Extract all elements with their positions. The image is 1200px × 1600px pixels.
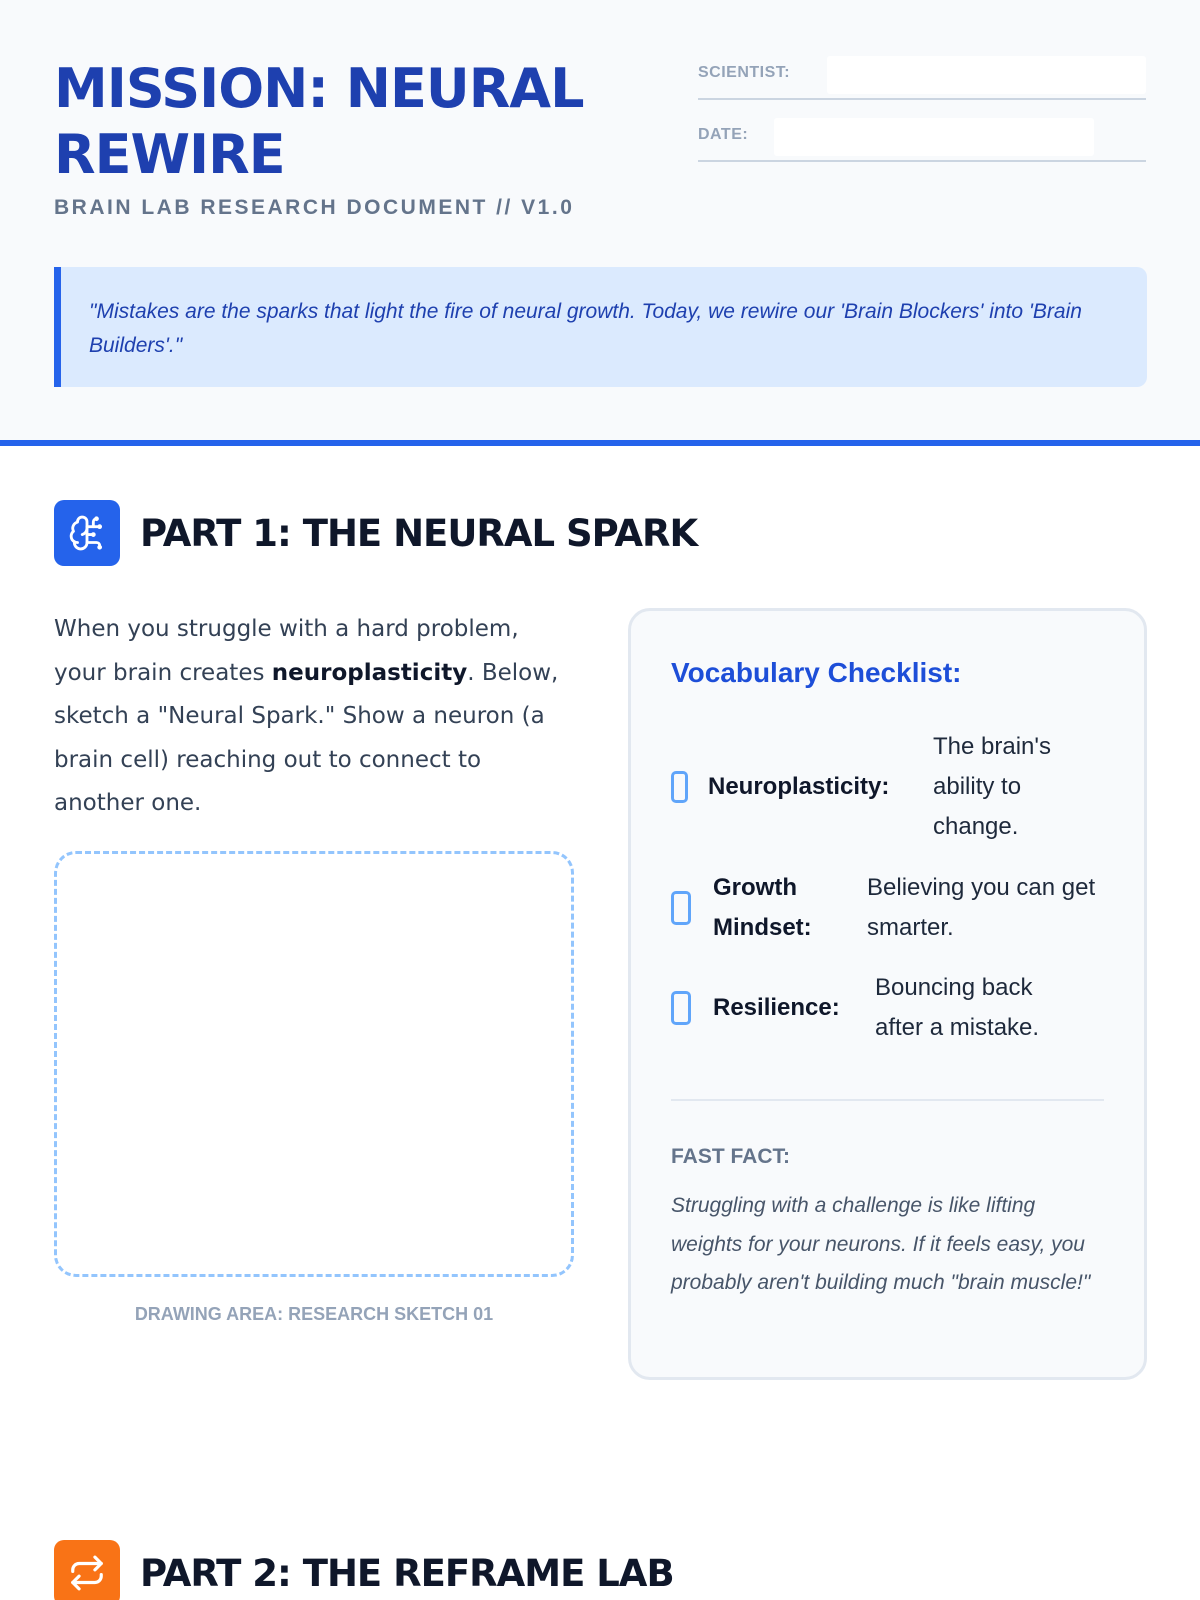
intro-text: When you struggle with a hard problem, your brain creates	[54, 616, 519, 686]
vocab-definition: Bouncing back after a mistake.	[875, 974, 1040, 1041]
vocabulary-title: Vocabulary Checklist:	[671, 657, 962, 688]
vocab-definition: Believing you can get smarter.	[867, 874, 1096, 941]
drawing-area[interactable]	[54, 851, 574, 1277]
date-label: DATE:	[698, 126, 749, 143]
intro-keyword: neuroplasticity	[271, 659, 468, 686]
fast-fact-label: FAST FACT:	[671, 1145, 790, 1168]
vocab-item-resilience	[671, 968, 1085, 1048]
vocab-term: Growth Mindset:	[713, 874, 812, 941]
vocab-term: Neuroplasticity:	[708, 773, 890, 800]
part1-title: PART 1: THE NEURAL SPARK	[140, 511, 698, 555]
checkbox[interactable]	[671, 991, 691, 1025]
vocab-definition: The brain's ability to change.	[933, 733, 1051, 840]
scientist-field	[698, 52, 1146, 100]
fast-fact-text: Struggling with a challenge is like lifting weights for your neurons. If it feels easy, you probably aren't building much "brain muscle!"	[671, 1194, 1091, 1294]
brain-icon	[54, 500, 120, 566]
vocabulary-card	[628, 608, 1147, 1380]
checkbox[interactable]	[671, 891, 691, 925]
header	[0, 0, 1200, 446]
part1-heading	[54, 500, 697, 566]
date-input[interactable]	[774, 118, 1094, 156]
scientist-input[interactable]	[827, 56, 1146, 94]
vocab-item-neuroplasticity	[671, 727, 1093, 847]
divider	[671, 1099, 1104, 1101]
page-title: MISSION: NEURAL REWIRE	[54, 57, 584, 186]
drawing-caption: DRAWING AREA: RESEARCH SKETCH 01	[134, 1304, 494, 1324]
part2-heading	[54, 1540, 674, 1600]
swap-arrows-icon	[54, 1540, 120, 1600]
quote-text: "Mistakes are the sparks that light the fire of neural growth. Today, we rewire our 'Brain Blockers' into 'Brain Builders'."	[89, 300, 1082, 357]
mission-quote	[54, 267, 1147, 387]
intro-text-end: . Below, sketch a "Neural Spark." Show a neuron (a brain cell) reaching out to connect to another one.	[54, 659, 559, 816]
vocab-term: Resilience:	[713, 994, 840, 1021]
page-subtitle: BRAIN LAB RESEARCH DOCUMENT // V1.0	[54, 196, 575, 219]
checkbox[interactable]	[671, 771, 688, 803]
date-field	[698, 114, 1146, 162]
part1-intro	[54, 608, 574, 826]
scientist-label: SCIENTIST:	[698, 64, 791, 81]
part2-title: PART 2: THE REFRAME LAB	[140, 1551, 674, 1595]
vocab-item-growth-mindset	[671, 868, 1107, 948]
